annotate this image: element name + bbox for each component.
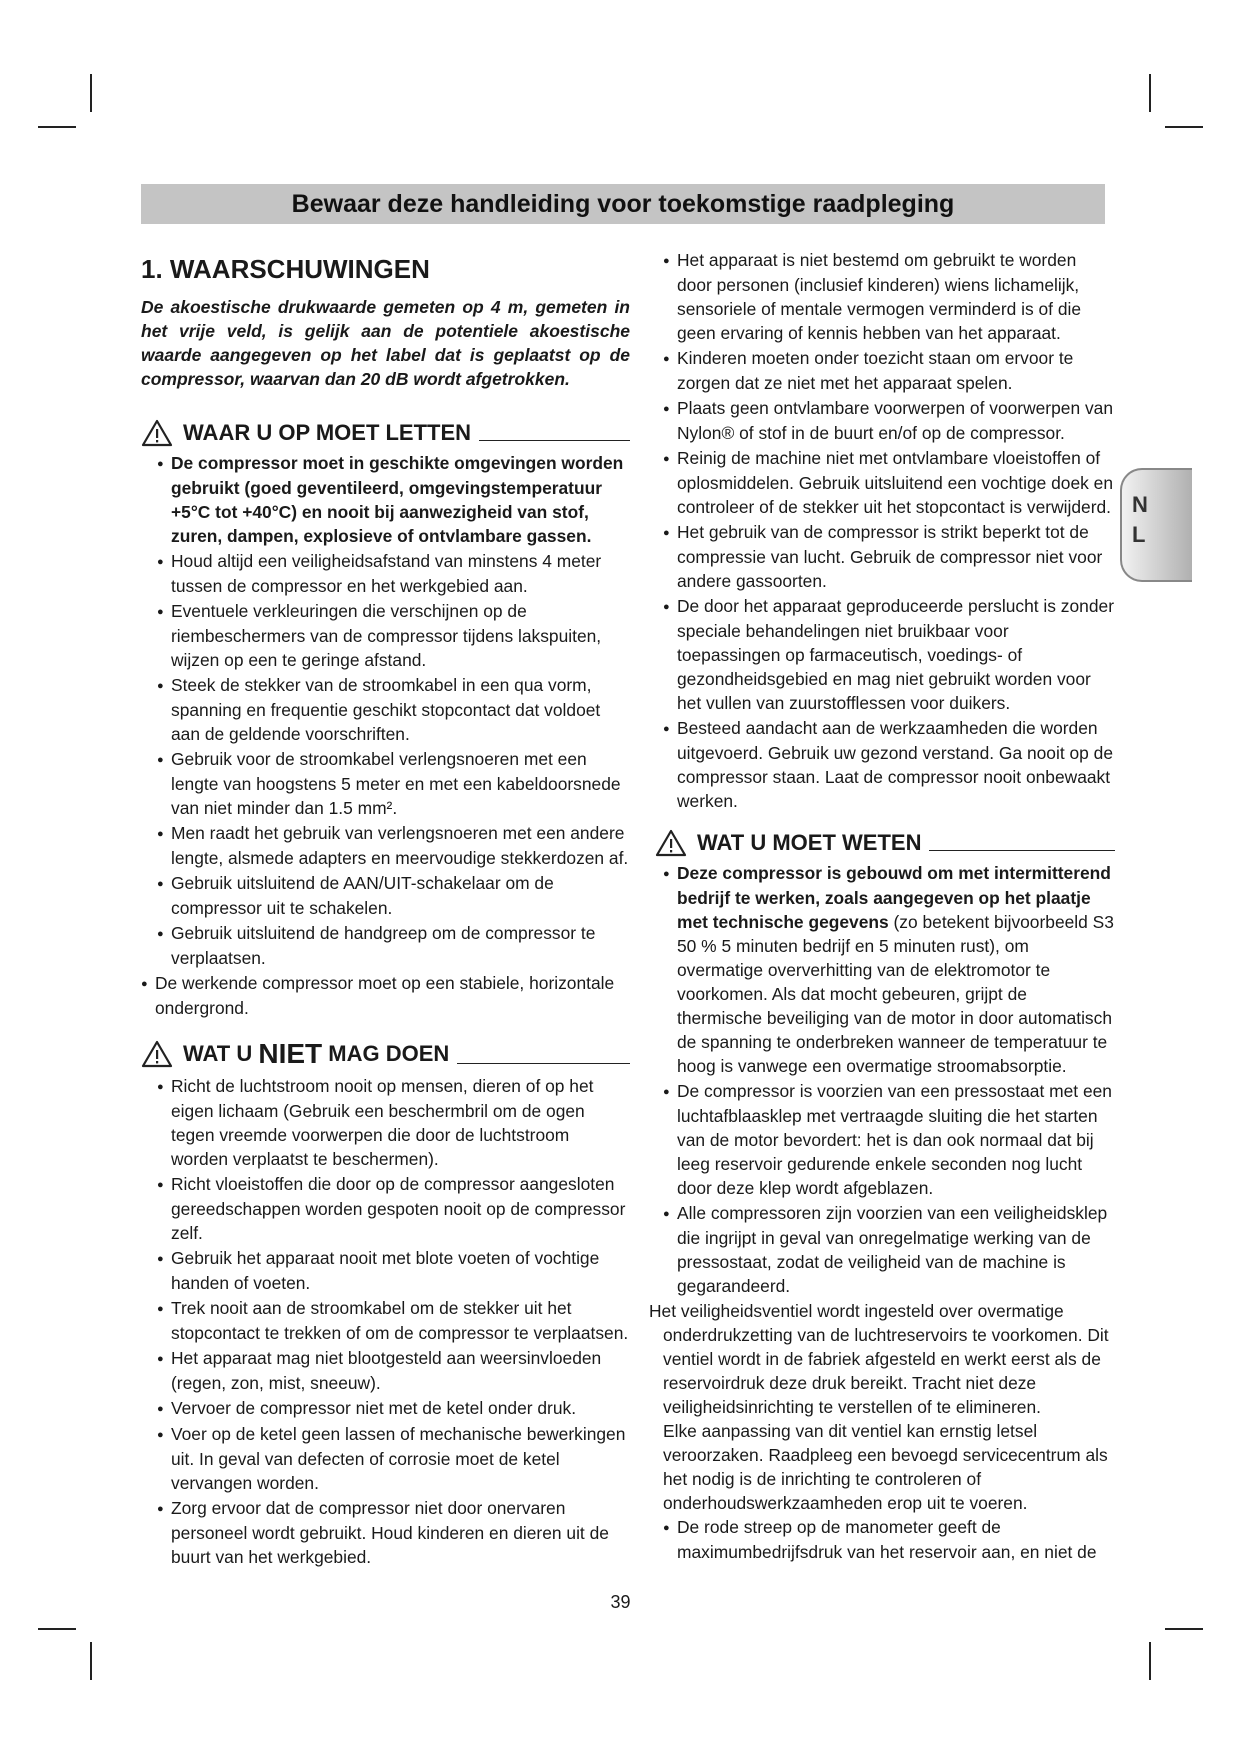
list-item: ● Voer op de ketel geen lassen of mechanische bewerkingen uit. In geval van defecten of corrosie moet de ketel vervangen worden. <box>141 1422 630 1495</box>
warning-triangle-icon <box>655 829 687 857</box>
list-item: ● Trek nooit aan de stroomkabel om de stekker uit het stopcontact te trekken of om de compressor te verplaatsen. <box>141 1296 630 1345</box>
heading-rule <box>457 1063 630 1064</box>
list-item: ● Gebruik uitsluitend de handgreep om de compressor te verplaatsen. <box>141 921 630 970</box>
list-item: ● Het apparaat mag niet blootgesteld aan weersinvloeden (regen, zon, mist, sneeuw). <box>141 1346 630 1395</box>
list-item: ● De werkende compressor moet op een stabiele, horizontale ondergrond. <box>137 971 630 1020</box>
item-rest: (zo betekent bijvoorbeeld S3 50 % 5 minuten bedrijf en 5 minuten rust), om overmatige oververhitting van de elektromotor te voorkomen. Als dat mocht gebeuren, grijpt de thermische beveiliging van de motor in door automatisch de spanning te onderbreken wanneer de temperatuur te hoog is vanwege een overmatige stroomabsorptie. <box>677 912 1114 1076</box>
list-item: ● De compressor is voorzien van een pressostaat met een luchtafblaasklep met vertraagde sluiting die het starten van de motor bevordert: het is dan ook normaal dat bij leeg reservoir gedurende enkele seconden nog lucht door deze klep wordt afgeblazen. <box>655 1079 1115 1200</box>
list-item: ● De rode streep op de manometer geeft de maximumbedrijfsdruk van het reservoir aan, en niet de <box>655 1515 1115 1564</box>
tab-letter-l: L <box>1132 522 1146 547</box>
list-weten <box>655 861 1115 1298</box>
list-item: ● Besteed aandacht aan de werkzaamheden die worden uitgevoerd. Gebruik uw gezond verstand. Ga nooit op de compressor staan. Laat de compressor nooit onbewaakt werken. <box>655 716 1115 813</box>
language-tab <box>1120 468 1192 582</box>
list-item: ● Plaats geen ontvlambare voorwerpen of voorwerpen van Nylon® of stof in de buurt en/of op de compressor. <box>655 396 1115 445</box>
list-item: ● Eventuele verkleuringen die verschijnen op de riembeschermers van de compressor tijdens lakspuiten, wijzen op een te geringe afstand. <box>141 599 630 672</box>
crop-mark <box>38 1628 76 1630</box>
valve-warning-paragraph: Elke aanpassing van dit ventiel kan ernstig letsel veroorzaken. Raadpleeg een bevoegd servicecentrum als het nodig is de inrichting te controleren of onderhoudswerkzaamheden erop uit te voeren. <box>663 1421 1108 1513</box>
list-item: ● Reinig de machine niet met ontvlambare vloeistoffen of oplosmiddelen. Gebruik uitsluitend een vochtige doek en controleer of de stekker uit het stopcontact is verwijderd. <box>655 446 1115 519</box>
crop-mark <box>1149 1642 1151 1680</box>
crop-mark <box>1165 1628 1203 1630</box>
crop-mark <box>1149 74 1151 112</box>
list-item: ● Het apparaat is niet bestemd om gebruikt te worden door personen (inclusief kinderen) wiens lichamelijk, sensoriele of mentale vermogen verminderd is of die geen ervaring of kennis hebben van het apparaat. <box>655 248 1115 345</box>
list-item: ● Steek de stekker van de stroomkabel in een qua vorm, spanning en frequentie geschikt stopcontact dat voldoet aan de geldende voorschriften. <box>141 673 630 746</box>
list-item: ● Men raadt het gebruik van verlengsnoeren met een andere lengte, alsmede adapters en meervoudige stekkerdozen af. <box>141 821 630 870</box>
page-banner: Bewaar deze handleiding voor toekomstige raadpleging <box>141 184 1105 224</box>
heading-label: WAAR U OP MOET LETTEN <box>183 420 472 445</box>
list-item: ● Het gebruik van de compressor is strikt beperkt tot de compressie van lucht. Gebruik de compressor niet voor andere gassoorten. <box>655 520 1115 593</box>
list-item: ● Gebruik voor de stroomkabel verlengsnoeren met een lengte van hoogstens 5 meter en met een kabeldoorsnede van niet minder dan 1.5 mm². <box>141 747 630 820</box>
heading-waar-u-op-moet-letten <box>141 419 630 447</box>
list-item: ● Vervoer de compressor niet met de ketel onder druk. <box>141 1396 630 1421</box>
section-heading-warnings: 1. WAARSCHUWINGEN <box>141 254 430 284</box>
list-item: ● Richt vloeistoffen die door op de compressor aangesloten gereedschappen worden gespoten nooit op de compressor zelf. <box>141 1172 630 1245</box>
heading-rule <box>929 850 1115 851</box>
list-item: ● De compressor moet in geschikte omgevingen worden gebruikt (goed geventileerd, omgevingstemperatuur +5°C tot +40°C) en nooit bij aanwezigheid van stof, zuren, dampen, explosieve of ontvlambare gassen. <box>141 451 630 548</box>
heading-label-a: WAT U <box>183 1041 259 1066</box>
list-waar <box>141 451 630 1020</box>
warning-triangle-icon <box>141 419 173 447</box>
heading-label-niet: NIET <box>258 1038 323 1069</box>
crop-mark <box>90 1642 92 1680</box>
crop-mark <box>90 74 92 112</box>
bold-lead: Deze compressor is gebouwd om met intermitterend bedrijf te werken, zoals aangegeven op het plaatje met technische gegevens <box>677 863 1111 932</box>
list-item: ● Alle compressoren zijn voorzien van een veiligheidsklep die ingrijpt in geval van onregelmatige werking van de pressostaat, zodat de veiligheid van de machine is gegarandeerd. <box>655 1201 1115 1298</box>
tab-letter-n: N <box>1132 492 1148 517</box>
crop-mark <box>1165 126 1203 128</box>
warning-triangle-icon <box>141 1040 173 1068</box>
list-item: ● Kinderen moeten onder toezicht staan om ervoor te zorgen dat ze niet met het apparaat spelen. <box>655 346 1115 395</box>
list-weten-end <box>655 1515 1115 1564</box>
crop-mark <box>38 126 76 128</box>
page-number: 39 <box>610 1592 631 1612</box>
list-item: ● De door het apparaat geproduceerde perslucht is zonder speciale behandelingen niet bruikbaar voor toepassingen op farmaceutisch, voedings- of gezondheidsgebied en mag niet gebruikt worden voor het vullen van zuurstofflessen voor duikers. <box>655 594 1115 715</box>
heading-label: WAT U MOET WETEN <box>697 830 922 855</box>
heading-wat-u-moet-weten <box>655 829 1115 857</box>
acoustic-intro: De akoestische drukwaarde gemeten op 4 m, gemeten in het vrije veld, is gelijk aan de potentiele akoestische waarde aangegeven op het label dat is geplaatst op de compressor, waarvan dan 20 dB wordt afgetrokken. <box>141 297 630 389</box>
valve-paragraph-first-line: Het veiligheidsventiel wordt ingesteld over overmatige <box>649 1301 1064 1321</box>
list-general <box>655 248 1115 813</box>
heading-wat-u-niet-mag-doen <box>141 1038 630 1070</box>
list-item: ● Richt de luchtstroom nooit op mensen, dieren of op het eigen lichaam (Gebruik een beschermbril om de ogen tegen vreemde voorwerpen die door de luchtstroom worden verplaatst te beschermen). <box>141 1074 630 1171</box>
list-item: ● Houd altijd een veiligheidsafstand van minstens 4 meter tussen de compressor en het werkgebied aan. <box>141 549 630 598</box>
list-item: ● Gebruik uitsluitend de AAN/UIT-schakelaar om de compressor uit te schakelen. <box>141 871 630 920</box>
list-item <box>655 861 1115 1078</box>
list-niet <box>141 1074 630 1569</box>
heading-label-c: MAG DOEN <box>322 1041 450 1066</box>
valve-paragraph: onderdrukzetting van de luchtreservoirs te voorkomen. Dit ventiel wordt in de fabriek afgesteld en werkt eerst als de reservoirdruk deze druk bereikt. Tracht niet deze veiligheidsinrichting te verstellen of te elimineren. <box>663 1325 1109 1417</box>
list-item: ● Gebruik het apparaat nooit met blote voeten of vochtige handen of voeten. <box>141 1246 630 1295</box>
heading-rule <box>479 440 630 441</box>
right-column <box>649 248 1115 1565</box>
list-item: ● Zorg ervoor dat de compressor niet door onervaren personeel wordt gebruikt. Houd kinderen en dieren uit de buurt van het werkgebied. <box>141 1496 630 1569</box>
left-column <box>141 248 630 1570</box>
